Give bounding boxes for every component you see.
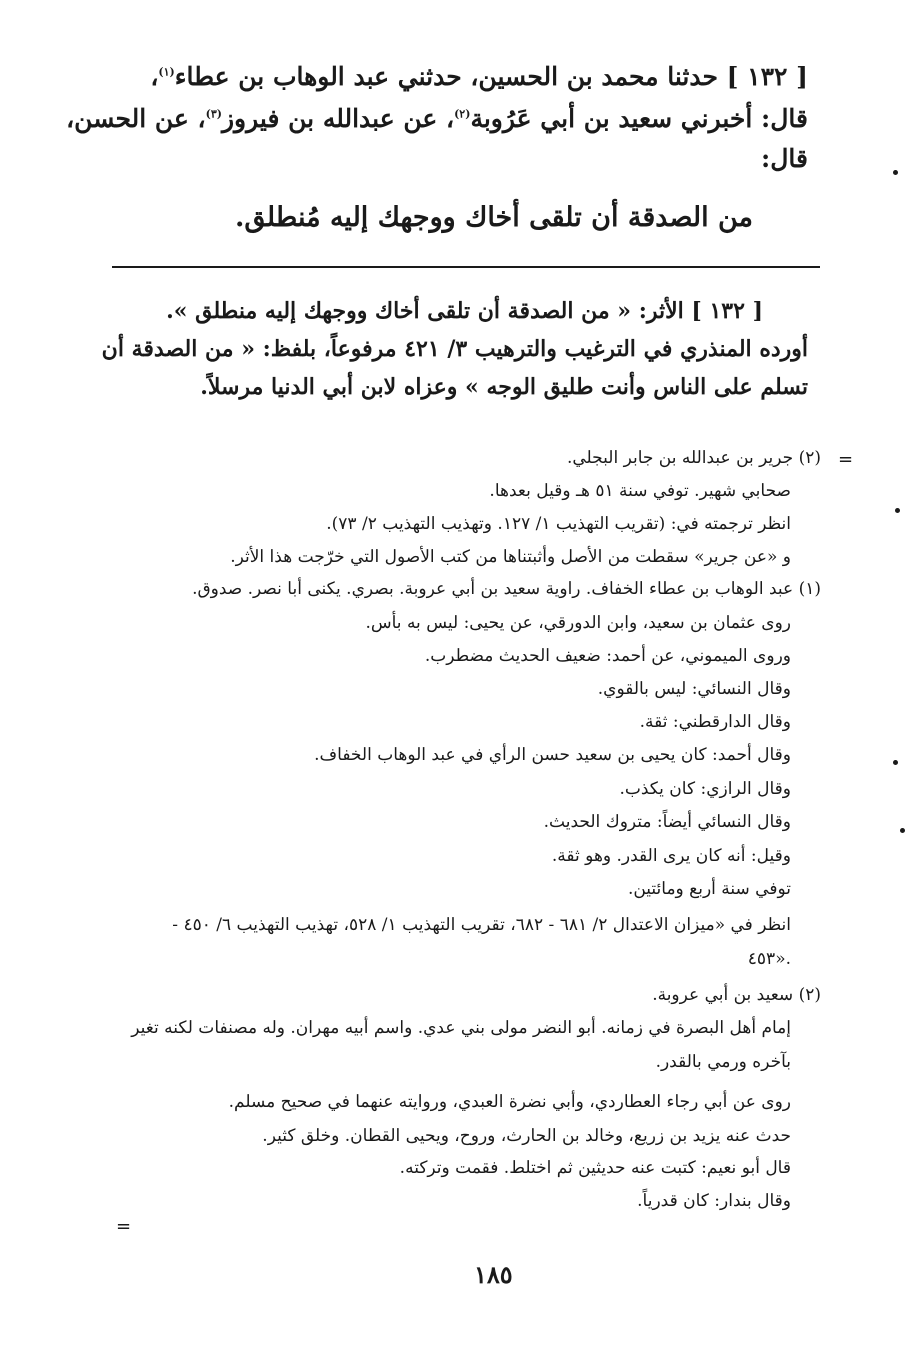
footnote-line: صحابي شهير. توفي سنة ٥١ هـ وقيل بعدها. [489, 481, 791, 501]
hadith-text: من الصدقة أن تلقى أخاك ووجهك إليه مُنطلق. [234, 202, 753, 233]
hadith-line-1-text: [ ١٣٢ ] حدثنا محمد بن الحسين، حدثني عبد الوهاب بن عطاء [174, 62, 808, 91]
hadith-line-2 [66, 104, 808, 133]
footnote-ref-2: (٢) [454, 107, 471, 121]
footnote-line: وقال الرازي: كان يكذب. [619, 779, 791, 799]
footnote-line: توفي سنة أربع ومائتين. [627, 879, 791, 899]
footnote-line: بآخره ورمي بالقدر. [655, 1052, 791, 1072]
commentary-line-1: [ ١٣٢ ] الأثر: « من الصدقة أن تلقى أخاك ووجهك إليه منطلق ». [166, 298, 763, 324]
margin-dot [900, 828, 905, 833]
footnote-line: (٢) جرير بن عبدالله بن جابر البجلي. [566, 448, 821, 468]
commentary-line-2: أورده المنذري في الترغيب والترهيب ٣/ ٤٢١ مرفوعاً، بلفظ: « من الصدقة أن [101, 336, 808, 362]
footnote-line: روى عثمان بن سعيد، وابن الدورقي، عن يحيى: ليس به بأس. [365, 613, 791, 633]
footnote-line: و «عن جرير» سقطت من الأصل وأثبتناها من كتب الأصول التي خرّجت هذا الأثر. [230, 547, 791, 567]
margin-dot [895, 508, 900, 513]
hadith-line-2-b: ، عن عبدالله بن فيروز [221, 104, 455, 133]
margin-dot [893, 760, 898, 765]
footnote-line: وقال بندار: كان قدرياً. [637, 1191, 791, 1211]
hadith-line-2-c: ، عن الحسن، [66, 104, 206, 133]
hadith-line-3: قال: [761, 144, 808, 173]
footnote-line: وقيل: أنه كان يرى القدر. وهو ثقة. [551, 846, 791, 866]
footnote-line: انظر ترجمته في: (تقريب التهذيب ١/ ١٢٧. وتهذيب التهذيب ٢/ ٧٣). [326, 514, 791, 534]
hadith-line-1 [150, 62, 808, 91]
footnote-line: إمام أهل البصرة في زمانه. أبو النضر مولى بني عدي. واسم أبيه مهران. وله مصنفات لكنه تغير [131, 1018, 791, 1038]
separator-rule [112, 266, 820, 268]
footnote-line: وقال النسائي: ليس بالقوي. [597, 679, 791, 699]
hadith-line-1-tail: ، [150, 62, 159, 91]
footnote-line: روى عن أبي رجاء العطاردي، وأبي نضرة العبدي، وروايته عنهما في صحيح مسلم. [228, 1092, 791, 1112]
footnote-line: وقال الدارقطني: ثقة. [639, 712, 791, 732]
footnote-ref-3: (٣) [205, 107, 222, 121]
continuation-mark-top: = [838, 449, 854, 470]
footnote-line: حدث عنه يزيد بن زريع، وخالد بن الحارث، وروح، ويحيى القطان. وخلق كثير. [262, 1126, 791, 1146]
margin-dot [893, 170, 898, 175]
footnote-line: ٤٥٣». [747, 949, 791, 969]
footnote-line: (٢) سعيد بن أبي عروبة. [652, 985, 821, 1005]
footnote-line: وقال أحمد: كان يحيى بن سعيد حسن الرأي في عبد الوهاب الخفاف. [314, 745, 791, 765]
footnote-line: وروى الميموني، عن أحمد: ضعيف الحديث مضطرب. [424, 646, 791, 666]
footnote-line: (١) عبد الوهاب بن عطاء الخفاف. راوية سعيد بن أبي عروبة. بصري. يكنى أبا نصر. صدوق. [192, 579, 821, 599]
commentary-line-3: تسلم على الناس وأنت طليق الوجه » وعزاه لابن أبي الدنيا مرسلاً. [200, 374, 808, 400]
footnote-line: انظر في «ميزان الاعتدال ٢/ ٦٨١ - ٦٨٢، تقريب التهذيب ١/ ٥٢٨، تهذيب التهذيب ٦/ ٤٥٠ - [172, 915, 791, 935]
hadith-line-2-a: قال: أخبرني سعيد بن أبي عَرُوبة [470, 104, 808, 133]
page-number: ١٨٥ [474, 1260, 513, 1289]
footnote-ref-1: (١) [158, 65, 175, 79]
footnote-line: وقال النسائي أيضاً: متروك الحديث. [543, 812, 791, 832]
footnote-line: قال أبو نعيم: كتبت عنه حديثين ثم اختلط. فقمت وتركته. [399, 1158, 791, 1178]
continuation-mark-bottom: = [116, 1216, 132, 1237]
